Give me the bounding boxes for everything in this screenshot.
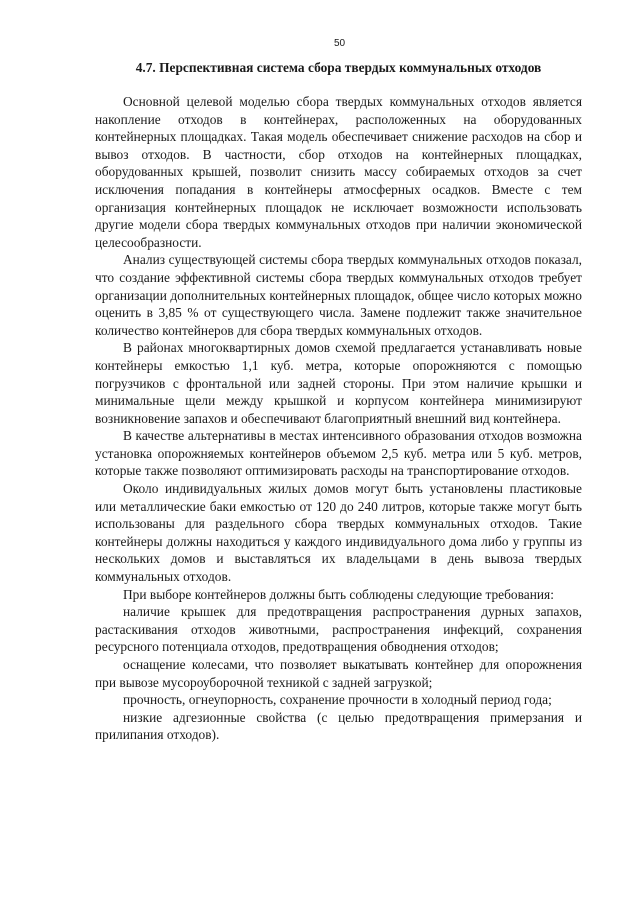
- requirement-item: наличие крышек для предотвращения распространения дурных запахов, растаскивания отходов животными, распространения инфекций, сохранения ресурсного потенциала отходов, предотвращения обводнения отходов;: [95, 604, 582, 655]
- paragraph: Основной целевой моделью сбора твердых коммунальных отходов является накопление отходов в контейнерах, расположенных на оборудованных контейнерных площадках. Такая модель обеспечивает снижение расходов на сбор и вывоз отходов. В частности, сбор отходов на контейнерных площадках, оборудованных крышей, позволит снизить массу собираемых отходов за счет исключения попадания в контейнеры атмосферных осадков. Вместе с тем организация контейнерных площадок не исключает возможности использовать другие модели сбора твердых коммунальных отходов при наличии экономической целесообразности.: [95, 94, 582, 250]
- requirement-item: прочность, огнеупорность, сохранение прочности в холодный период года;: [123, 692, 552, 708]
- paragraph: Около индивидуальных жилых домов могут быть установлены пластиковые или металлические баки емкостью от 120 до 240 литров, которые также могут быть использованы для раздельного сбора твердых коммунальных отходов. Такие контейнеры должны находиться у каждого индивидуального дома либо у группы из нескольких домов и выставляться их владельцами в день вывоза твердых коммунальных отходов.: [95, 481, 582, 585]
- paragraph: При выборе контейнеров должны быть соблюдены следующие требования:: [123, 586, 554, 602]
- paragraph: В районах многоквартирных домов схемой предлагается устанавливать новые контейнеры емкостью 1,1 куб. метра, которые опорожняются с помощью погрузчиков с фронтальной или задней стороны. При этом наличие крышки и минимальные щели между крышкой и корпусом контейнера минимизируют возникновение запахов и обеспечивают благоприятный внешний вид контейнера.: [95, 340, 582, 426]
- paragraph: В качестве альтернативы в местах интенсивного образования отходов возможна установка опорожняемых контейнеров объемом 2,5 куб. метра или 5 куб. метров, которые также позволяют оптимизировать расходы на транспортирование отходов.: [95, 428, 582, 479]
- paragraph: Анализ существующей системы сбора твердых коммунальных отходов показал, что создание эффективной системы сбора твердых коммунальных отходов требует организации дополнительных контейнерных площадок, общее число которых можно оценить в 3,85 % от существующего числа. Замене подлежит также значительное количество контейнеров для сбора твердых коммунальных отходов.: [95, 252, 582, 338]
- page-number: 50: [333, 38, 346, 49]
- section-heading: 4.7. Перспективная система сбора твердых коммунальных отходов: [135, 60, 542, 75]
- requirement-item: оснащение колесами, что позволяет выкатывать контейнер для опорожнения при вывозе мусороуборочной техникой с задней загрузкой;: [95, 657, 582, 690]
- requirement-item: низкие адгезионные свойства (с целью предотвращения примерзания и прилипания отходов).: [95, 709, 582, 743]
